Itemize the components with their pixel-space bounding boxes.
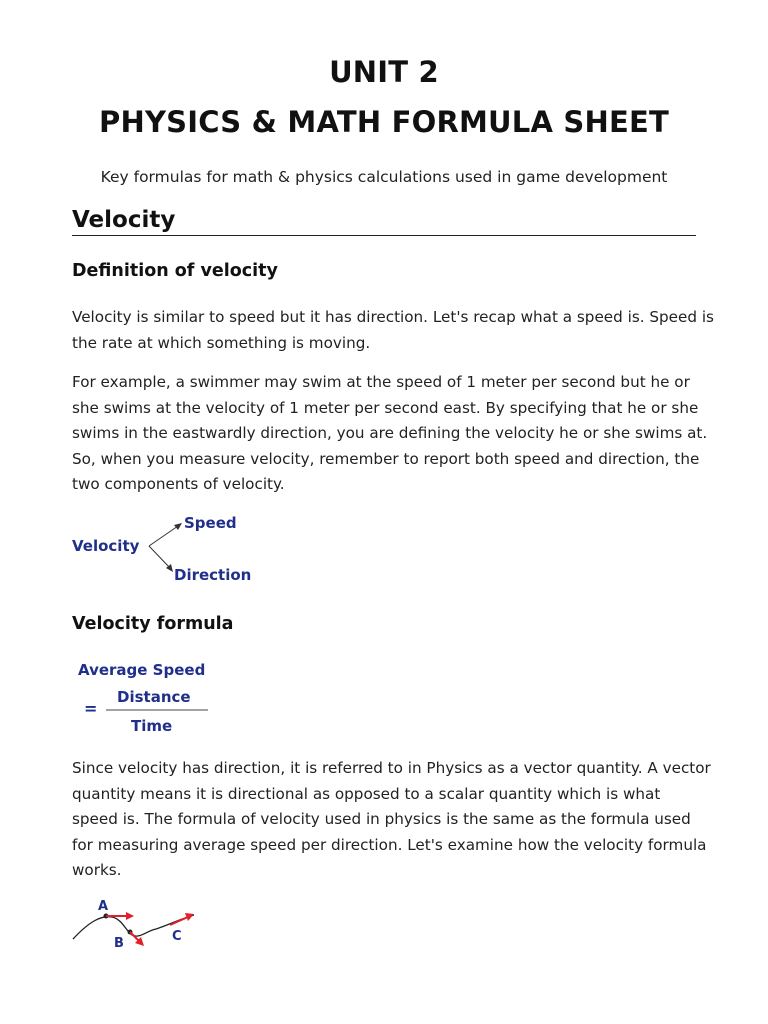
arrowhead-icon [126, 912, 134, 920]
text-line: she swims at the velocity of 1 meter per second east. By specifying that he or she [72, 398, 699, 417]
text-line: for measuring average speed per direction. Let's examine how the velocity formula [72, 835, 707, 854]
definition-heading: Definition of velocity [72, 261, 278, 281]
velocity-path-diagram [70, 895, 210, 955]
text-line: quantity means it is directional as opposed to a scalar quantity which is what [72, 784, 661, 803]
arrow-to-direction [149, 546, 170, 568]
text-line: the rate at which something is moving. [72, 333, 371, 352]
velocity-components-diagram [70, 508, 270, 592]
text-line: swims in the eastwardly direction, you are defining the velocity he or she swims at. [72, 424, 708, 442]
text-line: speed is. The formula of velocity used in physics is the same as the formula used [72, 810, 691, 828]
definition-paragraph-1 [72, 305, 712, 356]
average-speed-formula [72, 655, 232, 737]
text-line: For example, a swimmer may swim at the speed of 1 meter per second but he or [72, 373, 690, 391]
text-line: Since velocity has direction, it is referred to in Physics as a vector quantity. A vector [72, 759, 711, 777]
formula-numerator: Distance [117, 688, 191, 706]
text-line: So, when you measure velocity, remember to report both speed and direction, the [72, 449, 700, 468]
unit-title: UNIT 2 [329, 55, 439, 89]
formula-paragraph [72, 756, 712, 884]
subtitle: Key formulas for math & physics calculations used in game development [100, 168, 668, 186]
formula-heading: Velocity formula [72, 614, 234, 634]
section-heading-velocity: Velocity [72, 207, 696, 236]
formula-lhs: Average Speed [78, 661, 206, 679]
velocity-arrow-c [170, 917, 188, 925]
point-b-label: B [114, 936, 124, 951]
formula-denominator: Time [131, 717, 173, 735]
point-a-label: A [98, 899, 109, 914]
text-line: two components of velocity. [72, 475, 285, 493]
formula-equals: = [84, 699, 98, 718]
text-line: Velocity is similar to speed but it has direction. Let's recap what a speed is. Speed is [72, 308, 714, 326]
point-c-label: C [172, 929, 182, 944]
arrow-to-speed [149, 526, 178, 546]
diagram-velocity-label: Velocity [72, 537, 140, 555]
diagram-direction-label: Direction [174, 566, 252, 584]
diagram-speed-label: Speed [184, 514, 237, 532]
definition-paragraph-2 [72, 370, 712, 498]
sheet-title: PHYSICS & MATH FORMULA SHEET [99, 105, 669, 139]
text-line: works. [72, 861, 122, 879]
arrowhead-icon [174, 523, 182, 530]
